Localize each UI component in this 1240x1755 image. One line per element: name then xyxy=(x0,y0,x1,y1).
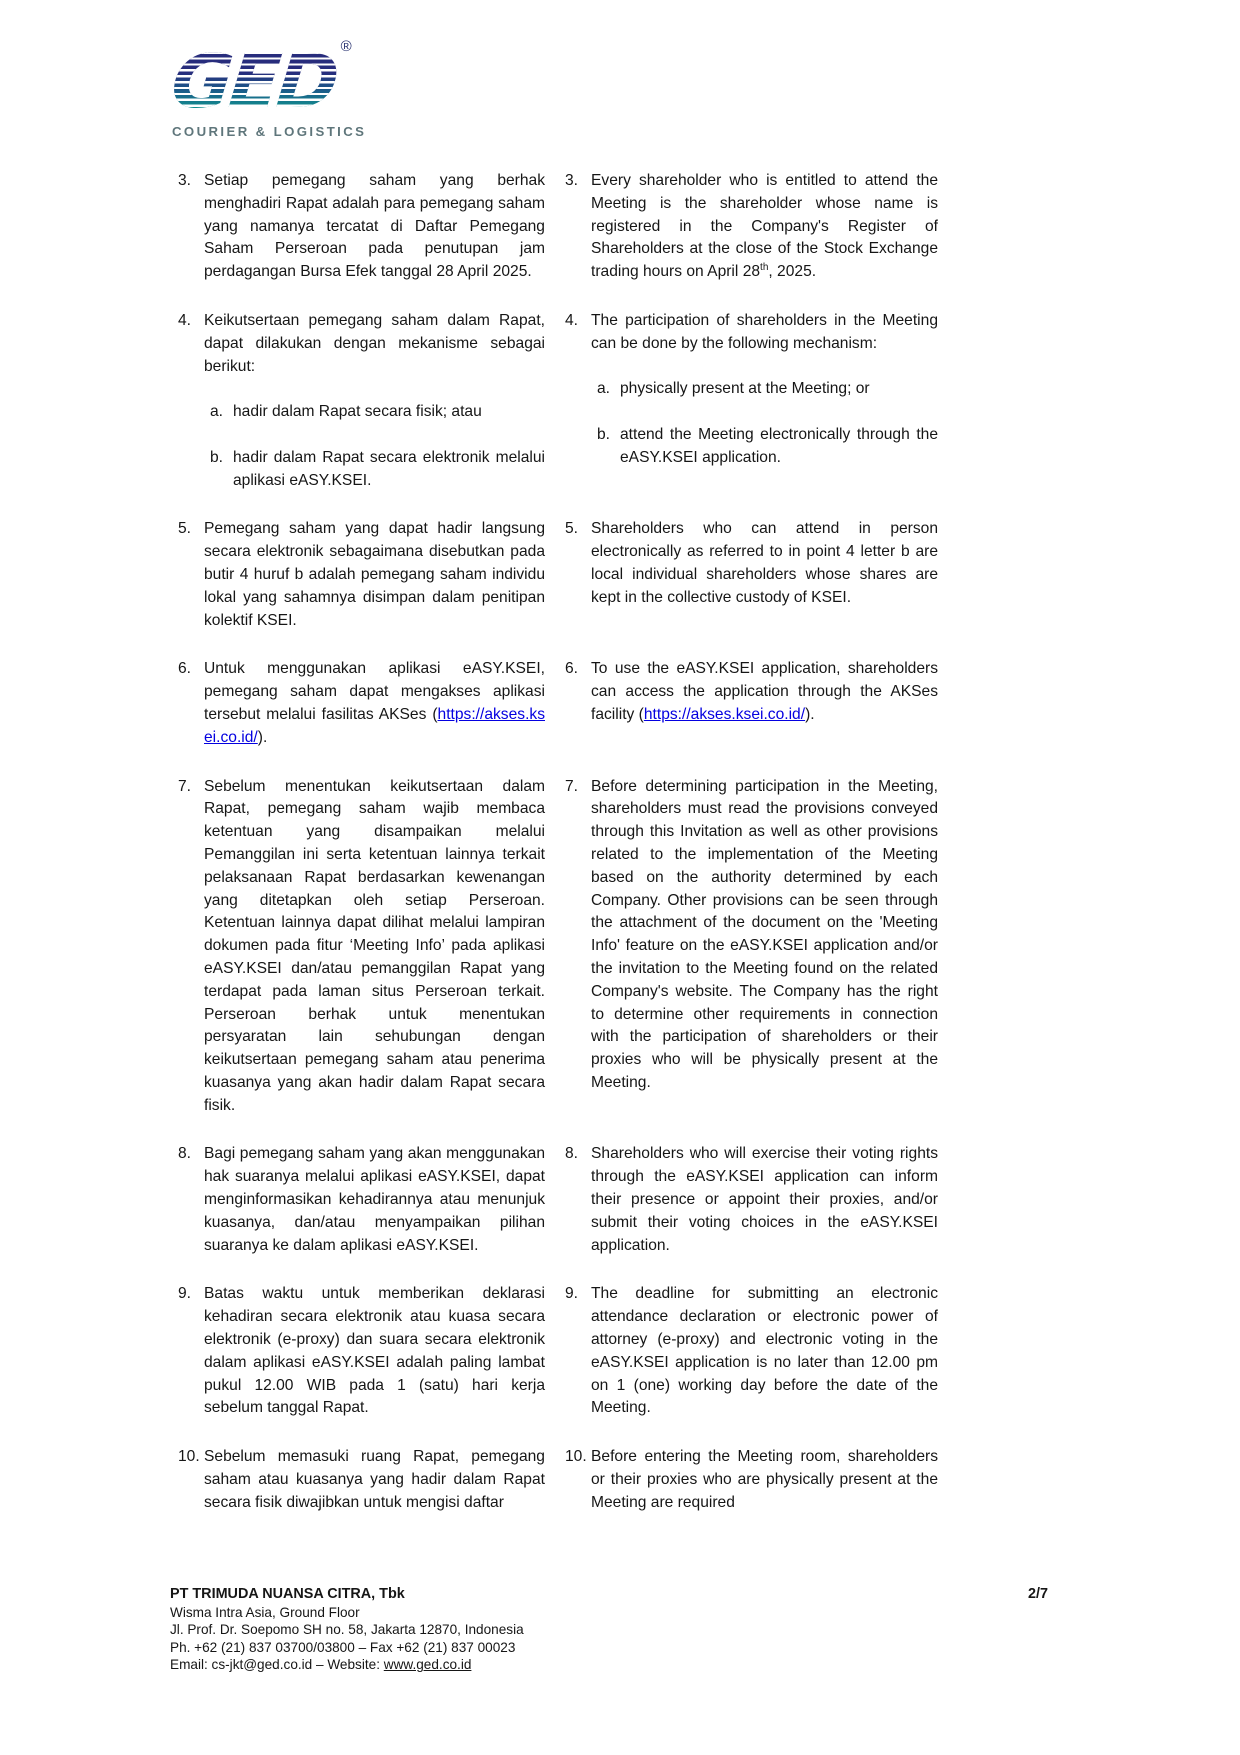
subitem-b-en xyxy=(597,424,938,470)
item-4-body-en xyxy=(591,310,938,470)
item-number: 4. xyxy=(565,311,579,329)
item-number: 8. xyxy=(565,1145,579,1163)
email-address: cs-jkt@ged.co.id xyxy=(211,1657,313,1673)
item-8-text-id: Bagi pemegang saham yang akan menggunakan hak suaranya melalui aplikasi eASY.KSEI, dapat menginformasikan kehadirannya atau menunjuk kuasanya, dan/atau menyampaikan pilihan suaranya ke dalam aplikasi eASY.KSEI. xyxy=(204,1145,545,1254)
item-row-5 xyxy=(178,518,938,632)
email-label: Email: xyxy=(170,1657,212,1673)
item-4-body-id xyxy=(204,310,545,492)
item-10-indonesian xyxy=(178,1446,545,1514)
text-segment: To use the eASY.KSEI application, shareholders can access the application through the AKSes facility ( xyxy=(591,660,938,723)
item-row-9 xyxy=(178,1283,938,1420)
item-number: 3. xyxy=(178,172,192,189)
item-4-indonesian xyxy=(178,310,545,492)
item-row-7 xyxy=(178,776,938,1118)
subitem-letter: a. xyxy=(210,403,224,421)
subitem-b-text-en: attend the Meeting electronically through the eASY.KSEI application. xyxy=(620,425,938,466)
text-segment: Every shareholder who is entitled to attend the Meeting is the shareholder whose name is registered in the Company's Register of Shareholders at the close of the Stock Exchange trading hours on April 28 xyxy=(591,172,938,281)
item-9-english xyxy=(565,1283,938,1420)
item-number: 5. xyxy=(565,520,579,538)
subitem-a-text-en: physically present at the Meeting; or xyxy=(620,380,870,398)
subitem-a-en xyxy=(597,378,938,401)
item-row-4 xyxy=(178,310,938,492)
subitem-b-text-id: hadir dalam Rapat secara elektronik melalui aplikasi eASY.KSEI. xyxy=(233,448,545,489)
item-7-text-id: Sebelum menentukan keikutsertaan dalam Rapat, pemegang saham wajib membaca ketentuan yang disampaikan melalui Pemanggilan ini serta ketentuan lainnya terkait pelaksanaan Rapat berdasarkan kewenangan yang ditetapkan oleh setiap Perseroan. Ketentuan lainnya dapat dilihat melalui lampiran dokumen pada fitur ‘Meeting Info’ pada aplikasi eASY.KSEI dan/atau pemanggilan Rapat yang terdapat pada laman situs Perseroan terkait. Perseroan berhak untuk menentukan persyaratan lain sehubungan dengan keikutsertaan pemegang saham atau penerima kuasanya yang akan hadir dalam Rapat secara fisik. xyxy=(204,777,545,1114)
item-8-text-en: Shareholders who will exercise their voting rights through the eASY.KSEI application can inform their presence or appoint their proxies, and/or submit their voting choices in the eASY.KSEI application. xyxy=(591,1145,938,1254)
item-number: 10. xyxy=(178,1448,200,1466)
item-number: 3. xyxy=(565,172,579,189)
item-number: 6. xyxy=(178,660,192,678)
footer-address-line1: Wisma Intra Asia, Ground Floor xyxy=(170,1604,360,1620)
item-8-english xyxy=(565,1143,938,1257)
page-footer xyxy=(170,1586,1048,1674)
text-segment: ). xyxy=(805,705,815,723)
ged-logo xyxy=(167,38,352,125)
item-6-indonesian xyxy=(178,658,545,749)
akses-ksei-link[interactable]: https://akses.ksei.co.id/ xyxy=(204,705,545,746)
footer-company-name: PT TRIMUDA NUANSA CITRA, Tbk xyxy=(170,1586,405,1602)
item-number: 7. xyxy=(178,777,192,795)
item-5-text-id: Pemegang saham yang dapat hadir langsung secara elektronik sebagaimana disebutkan pada butir 4 huruf b adalah pemegang saham individu lokal yang sahamnya disimpan dalam penitipan kolektif KSEI. xyxy=(204,520,545,629)
item-6-text-id xyxy=(204,658,545,749)
item-4-intro-id: Keikutsertaan pemegang saham dalam Rapat, dapat dilakukan dengan mekanisme sebagai berikut: xyxy=(204,311,545,375)
item-row-10 xyxy=(178,1446,938,1514)
item-10-text-id: Sebelum memasuki ruang Rapat, pemegang saham atau kuasanya yang hadir dalam Rapat secara fisik diwajibkan untuk mengisi daftar xyxy=(204,1448,545,1511)
subitem-a-id xyxy=(210,401,545,424)
subitem-b-id xyxy=(210,447,545,493)
item-number: 7. xyxy=(565,777,579,795)
item-5-english xyxy=(565,518,938,632)
item-7-english xyxy=(565,776,938,1118)
item-number: 8. xyxy=(178,1145,192,1163)
item-5-text-en: Shareholders who can attend in person electronically as referred to in point 4 letter b are local individual shareholders whose shares are kept in the collective custody of KSEI. xyxy=(591,520,938,606)
item-number: 9. xyxy=(565,1285,579,1303)
item-6-text-en xyxy=(591,658,938,726)
logo-tagline: COURIER & LOGISTICS xyxy=(172,124,367,139)
subitem-letter: a. xyxy=(597,380,611,398)
item-number: 6. xyxy=(565,660,579,678)
footer-address-line2: Jl. Prof. Dr. Soepomo SH no. 58, Jakarta 12870, Indonesia xyxy=(170,1622,524,1638)
footer-company-line xyxy=(170,1586,1048,1604)
item-number: 5. xyxy=(178,520,192,538)
item-10-english xyxy=(565,1446,938,1514)
akses-ksei-link[interactable]: https://akses.ksei.co.id/ xyxy=(643,705,806,723)
item-3-indonesian xyxy=(178,170,545,284)
item-7-text-en: Before determining participation in the Meeting, shareholders must read the provisions conveyed through this Invitation as well as other provisions related to the implementation of the Meeting based on the authority determined by each Company. Other provisions can be seen through the attachment of the document on the 'Meeting Info' feature on the eASY.KSEI application and/or the invitation to the Meeting found on the related Company's website. The Company has the right to determine other requirements in connection with the participation of shareholders or their proxies who will be physically present at the Meeting. xyxy=(591,777,938,1091)
document-body xyxy=(178,170,938,1541)
item-9-text-id: Batas waktu untuk memberikan deklarasi kehadiran secara elektronik atau kuasa secara elektronik (e-proxy) dan suara secara elektronik dalam aplikasi eASY.KSEI adalah paling lambat pukul 12.00 WIB pada 1 (satu) hari kerja sebelum tanggal Rapat. xyxy=(204,1285,545,1417)
ged-wordmark: GED xyxy=(167,39,341,125)
item-8-indonesian xyxy=(178,1143,545,1257)
item-row-8 xyxy=(178,1143,938,1257)
item-row-6 xyxy=(178,658,938,749)
item-9-indonesian xyxy=(178,1283,545,1420)
item-5-indonesian xyxy=(178,518,545,632)
item-row-3 xyxy=(178,170,938,284)
item-6-english xyxy=(565,658,938,749)
website-label: – Website: xyxy=(312,1657,384,1673)
item-4-english xyxy=(565,310,938,492)
item-7-indonesian xyxy=(178,776,545,1118)
item-10-text-en: Before entering the Meeting room, shareholders or their proxies who are physically present at the Meeting are required xyxy=(591,1448,938,1511)
subitem-letter: b. xyxy=(210,448,224,466)
text-segment: Untuk menggunakan aplikasi eASY.KSEI, pemegang saham dapat mengakses aplikasi tersebut melalui fasilitas AKSes ( xyxy=(204,660,545,723)
registered-trademark-icon: ® xyxy=(340,38,352,55)
item-3-english xyxy=(565,170,938,284)
item-number: 9. xyxy=(178,1285,192,1303)
company-logo xyxy=(167,38,372,139)
item-number: 10. xyxy=(565,1448,587,1466)
subitem-a-text-id: hadir dalam Rapat secara fisik; atau xyxy=(233,403,482,421)
item-number: 4. xyxy=(178,311,192,329)
footer-contact-line xyxy=(170,1656,1048,1674)
text-segment: ). xyxy=(257,728,268,746)
item-4-intro-en: The participation of shareholders in the Meeting can be done by the following mechanism: xyxy=(591,311,938,352)
ordinal-superscript: th xyxy=(760,262,769,273)
item-3-text-en xyxy=(591,170,938,284)
subitem-letter: b. xyxy=(597,425,611,443)
text-segment: , 2025. xyxy=(768,263,817,281)
item-3-text-id: Setiap pemegang saham yang berhak menghadiri Rapat adalah para pemegang saham yang namanya tercatat di Daftar Pemegang Saham Perseroan pada penutupan jam perdagangan Bursa Efek tanggal 28 April 2025. xyxy=(204,172,545,281)
website-link[interactable]: www.ged.co.id xyxy=(383,1657,472,1673)
item-9-text-en: The deadline for submitting an electronic attendance declaration or electronic power of attorney (e-proxy) and electronic voting in the eASY.KSEI application is no later than 12.00 pm on 1 (one) working day before the date of the Meeting. xyxy=(591,1285,938,1417)
page-number: 2/7 xyxy=(1027,1586,1048,1602)
footer-phone-line: Ph. +62 (21) 837 03700/03800 – Fax +62 (21) 837 00023 xyxy=(170,1639,516,1655)
